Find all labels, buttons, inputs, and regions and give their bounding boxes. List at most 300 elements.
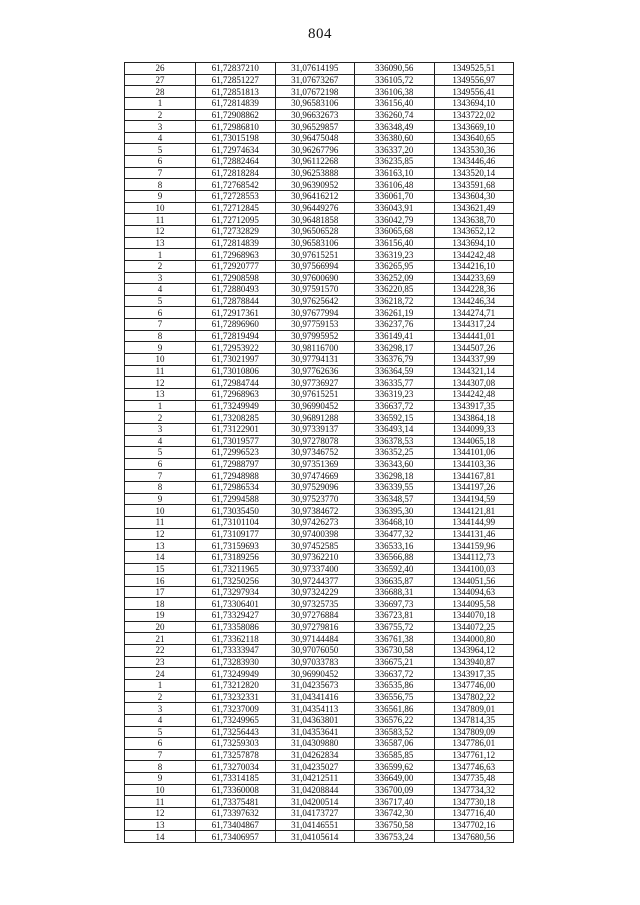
y-coordinate-cell: 1347702,16 xyxy=(434,819,514,831)
x-coordinate-cell: 336649,00 xyxy=(355,773,435,785)
point-number-cell: 12 xyxy=(125,225,196,237)
y-coordinate-cell: 1343694,10 xyxy=(434,237,514,249)
latitude-cell: 61,73189256 xyxy=(196,551,276,563)
longitude-cell: 30,97278078 xyxy=(275,435,355,447)
longitude-cell: 30,96112268 xyxy=(275,156,355,168)
longitude-cell: 30,97384672 xyxy=(275,505,355,517)
y-coordinate-cell: 1344101,06 xyxy=(434,447,514,459)
table-row xyxy=(125,121,514,133)
x-coordinate-cell: 336717,40 xyxy=(355,796,435,808)
x-coordinate-cell: 336566,88 xyxy=(355,551,435,563)
point-number-cell: 21 xyxy=(125,633,196,645)
point-number-cell: 26 xyxy=(125,63,196,75)
point-number-cell: 4 xyxy=(125,714,196,726)
latitude-cell: 61,73237009 xyxy=(196,703,276,715)
point-number-cell: 6 xyxy=(125,156,196,168)
x-coordinate-cell: 336753,24 xyxy=(355,831,435,843)
y-coordinate-cell: 1347730,18 xyxy=(434,796,514,808)
y-coordinate-cell: 1343530,36 xyxy=(434,144,514,156)
table-row xyxy=(125,86,514,98)
x-coordinate-cell: 336106,38 xyxy=(355,86,435,98)
longitude-cell: 30,97339137 xyxy=(275,423,355,435)
latitude-cell: 61,73256443 xyxy=(196,726,276,738)
y-coordinate-cell: 1344051,56 xyxy=(434,575,514,587)
y-coordinate-cell: 1343694,10 xyxy=(434,97,514,109)
point-number-cell: 9 xyxy=(125,773,196,785)
longitude-cell: 31,04235027 xyxy=(275,761,355,773)
longitude-cell: 30,98116700 xyxy=(275,342,355,354)
y-coordinate-cell: 1344246,34 xyxy=(434,295,514,307)
point-number-cell: 10 xyxy=(125,354,196,366)
y-coordinate-cell: 1343940,87 xyxy=(434,656,514,668)
point-number-cell: 1 xyxy=(125,400,196,412)
point-number-cell: 11 xyxy=(125,796,196,808)
latitude-cell: 61,73306401 xyxy=(196,598,276,610)
y-coordinate-cell: 1347814,35 xyxy=(434,714,514,726)
x-coordinate-cell: 336761,38 xyxy=(355,633,435,645)
table-row xyxy=(125,808,514,820)
point-number-cell: 19 xyxy=(125,610,196,622)
point-number-cell: 3 xyxy=(125,703,196,715)
table-row xyxy=(125,272,514,284)
latitude-cell: 61,73159693 xyxy=(196,540,276,552)
x-coordinate-cell: 336583,52 xyxy=(355,726,435,738)
y-coordinate-cell: 1343864,18 xyxy=(434,412,514,424)
latitude-cell: 61,72996523 xyxy=(196,447,276,459)
y-coordinate-cell: 1344317,24 xyxy=(434,319,514,331)
longitude-cell: 31,07614195 xyxy=(275,63,355,75)
longitude-cell: 30,97276884 xyxy=(275,610,355,622)
point-number-cell: 3 xyxy=(125,121,196,133)
y-coordinate-cell: 1347716,40 xyxy=(434,808,514,820)
point-number-cell: 12 xyxy=(125,377,196,389)
x-coordinate-cell: 336298,18 xyxy=(355,470,435,482)
y-coordinate-cell: 1347786,01 xyxy=(434,738,514,750)
page-number: 804 xyxy=(308,26,332,42)
longitude-cell: 30,97452585 xyxy=(275,540,355,552)
longitude-cell: 30,97426273 xyxy=(275,516,355,528)
y-coordinate-cell: 1343722,02 xyxy=(434,109,514,121)
table-row xyxy=(125,74,514,86)
point-number-cell: 17 xyxy=(125,586,196,598)
latitude-cell: 61,72837210 xyxy=(196,63,276,75)
latitude-cell: 61,72994588 xyxy=(196,493,276,505)
latitude-cell: 61,72896960 xyxy=(196,319,276,331)
y-coordinate-cell: 1344095,58 xyxy=(434,598,514,610)
y-coordinate-cell: 1344337,99 xyxy=(434,354,514,366)
point-number-cell: 6 xyxy=(125,307,196,319)
table-row xyxy=(125,202,514,214)
y-coordinate-cell: 1343638,70 xyxy=(434,214,514,226)
x-coordinate-cell: 336635,87 xyxy=(355,575,435,587)
table-row xyxy=(125,447,514,459)
table-row xyxy=(125,563,514,575)
x-coordinate-cell: 336090,56 xyxy=(355,63,435,75)
table-row xyxy=(125,260,514,272)
longitude-cell: 30,97076050 xyxy=(275,645,355,657)
latitude-cell: 61,72968963 xyxy=(196,388,276,400)
point-number-cell: 8 xyxy=(125,482,196,494)
y-coordinate-cell: 1344065,18 xyxy=(434,435,514,447)
latitude-cell: 61,73406957 xyxy=(196,831,276,843)
longitude-cell: 31,04105614 xyxy=(275,831,355,843)
longitude-cell: 30,97033783 xyxy=(275,656,355,668)
point-number-cell: 5 xyxy=(125,144,196,156)
longitude-cell: 30,97337400 xyxy=(275,563,355,575)
x-coordinate-cell: 336352,25 xyxy=(355,447,435,459)
latitude-cell: 61,73249949 xyxy=(196,668,276,680)
latitude-cell: 61,72851227 xyxy=(196,74,276,86)
table-row xyxy=(125,516,514,528)
table-row xyxy=(125,214,514,226)
latitude-cell: 61,72968963 xyxy=(196,249,276,261)
y-coordinate-cell: 1344099,33 xyxy=(434,423,514,435)
y-coordinate-cell: 1347680,56 xyxy=(434,831,514,843)
x-coordinate-cell: 336576,22 xyxy=(355,714,435,726)
x-coordinate-cell: 336535,86 xyxy=(355,679,435,691)
x-coordinate-cell: 336265,95 xyxy=(355,260,435,272)
longitude-cell: 30,97615251 xyxy=(275,249,355,261)
latitude-cell: 61,73122901 xyxy=(196,423,276,435)
x-coordinate-cell: 336156,40 xyxy=(355,237,435,249)
x-coordinate-cell: 336298,17 xyxy=(355,342,435,354)
point-number-cell: 7 xyxy=(125,319,196,331)
longitude-cell: 30,97144484 xyxy=(275,633,355,645)
longitude-cell: 30,97351369 xyxy=(275,458,355,470)
x-coordinate-cell: 336218,72 xyxy=(355,295,435,307)
point-number-cell: 9 xyxy=(125,342,196,354)
y-coordinate-cell: 1343652,12 xyxy=(434,225,514,237)
latitude-cell: 61,73404867 xyxy=(196,819,276,831)
latitude-cell: 61,73035450 xyxy=(196,505,276,517)
x-coordinate-cell: 336468,10 xyxy=(355,516,435,528)
point-number-cell: 15 xyxy=(125,563,196,575)
table-row xyxy=(125,307,514,319)
table-row xyxy=(125,586,514,598)
point-number-cell: 27 xyxy=(125,74,196,86)
x-coordinate-cell: 336730,58 xyxy=(355,645,435,657)
longitude-cell: 30,96529857 xyxy=(275,121,355,133)
x-coordinate-cell: 336156,40 xyxy=(355,97,435,109)
x-coordinate-cell: 336105,72 xyxy=(355,74,435,86)
latitude-cell: 61,73362118 xyxy=(196,633,276,645)
table-row xyxy=(125,365,514,377)
x-coordinate-cell: 336260,74 xyxy=(355,109,435,121)
table-row xyxy=(125,773,514,785)
longitude-cell: 30,97736927 xyxy=(275,377,355,389)
point-number-cell: 14 xyxy=(125,551,196,563)
table-row xyxy=(125,470,514,482)
y-coordinate-cell: 1347746,00 xyxy=(434,679,514,691)
longitude-cell: 30,97566994 xyxy=(275,260,355,272)
x-coordinate-cell: 336343,60 xyxy=(355,458,435,470)
x-coordinate-cell: 336043,91 xyxy=(355,202,435,214)
latitude-cell: 61,73208285 xyxy=(196,412,276,424)
table-row xyxy=(125,482,514,494)
table-row xyxy=(125,412,514,424)
table-row xyxy=(125,63,514,75)
table-row xyxy=(125,540,514,552)
x-coordinate-cell: 336252,09 xyxy=(355,272,435,284)
point-number-cell: 3 xyxy=(125,423,196,435)
table-row xyxy=(125,633,514,645)
x-coordinate-cell: 336556,75 xyxy=(355,691,435,703)
point-number-cell: 11 xyxy=(125,516,196,528)
longitude-cell: 31,07672198 xyxy=(275,86,355,98)
table-row xyxy=(125,388,514,400)
longitude-cell: 31,04363801 xyxy=(275,714,355,726)
x-coordinate-cell: 336319,23 xyxy=(355,388,435,400)
latitude-cell: 61,72732829 xyxy=(196,225,276,237)
latitude-cell: 61,73360008 xyxy=(196,784,276,796)
longitude-cell: 30,97677994 xyxy=(275,307,355,319)
longitude-cell: 31,04353641 xyxy=(275,726,355,738)
longitude-cell: 30,96632673 xyxy=(275,109,355,121)
longitude-cell: 30,97324229 xyxy=(275,586,355,598)
y-coordinate-cell: 1344167,81 xyxy=(434,470,514,482)
point-number-cell: 11 xyxy=(125,365,196,377)
latitude-cell: 61,73297934 xyxy=(196,586,276,598)
table-row xyxy=(125,761,514,773)
latitude-cell: 61,72712095 xyxy=(196,214,276,226)
longitude-cell: 30,97995952 xyxy=(275,330,355,342)
point-number-cell: 16 xyxy=(125,575,196,587)
coordinates-table xyxy=(124,62,514,843)
table-row xyxy=(125,156,514,168)
table-row xyxy=(125,575,514,587)
table-row xyxy=(125,342,514,354)
longitude-cell: 31,04262834 xyxy=(275,749,355,761)
coordinates-table-body xyxy=(125,63,514,843)
point-number-cell: 10 xyxy=(125,505,196,517)
x-coordinate-cell: 336380,60 xyxy=(355,132,435,144)
longitude-cell: 30,96891288 xyxy=(275,412,355,424)
y-coordinate-cell: 1344100,03 xyxy=(434,563,514,575)
x-coordinate-cell: 336376,79 xyxy=(355,354,435,366)
point-number-cell: 13 xyxy=(125,540,196,552)
longitude-cell: 30,97362210 xyxy=(275,551,355,563)
x-coordinate-cell: 336688,31 xyxy=(355,586,435,598)
latitude-cell: 61,72917361 xyxy=(196,307,276,319)
longitude-cell: 31,04341416 xyxy=(275,691,355,703)
latitude-cell: 61,73211965 xyxy=(196,563,276,575)
x-coordinate-cell: 336042,79 xyxy=(355,214,435,226)
point-number-cell: 8 xyxy=(125,179,196,191)
latitude-cell: 61,72712845 xyxy=(196,202,276,214)
longitude-cell: 30,97474669 xyxy=(275,470,355,482)
latitude-cell: 61,72851813 xyxy=(196,86,276,98)
latitude-cell: 61,73232331 xyxy=(196,691,276,703)
latitude-cell: 61,73375481 xyxy=(196,796,276,808)
x-coordinate-cell: 336106,48 xyxy=(355,179,435,191)
point-number-cell: 11 xyxy=(125,214,196,226)
latitude-cell: 61,72814839 xyxy=(196,97,276,109)
latitude-cell: 61,72948988 xyxy=(196,470,276,482)
x-coordinate-cell: 336348,57 xyxy=(355,493,435,505)
y-coordinate-cell: 1349525,51 xyxy=(434,63,514,75)
point-number-cell: 4 xyxy=(125,435,196,447)
point-number-cell: 5 xyxy=(125,447,196,459)
y-coordinate-cell: 1344307,08 xyxy=(434,377,514,389)
y-coordinate-cell: 1344144,99 xyxy=(434,516,514,528)
table-row xyxy=(125,819,514,831)
latitude-cell: 61,73397632 xyxy=(196,808,276,820)
table-row xyxy=(125,551,514,563)
y-coordinate-cell: 1347746,63 xyxy=(434,761,514,773)
y-coordinate-cell: 1344094,63 xyxy=(434,586,514,598)
point-number-cell: 14 xyxy=(125,831,196,843)
table-row xyxy=(125,249,514,261)
longitude-cell: 30,97625642 xyxy=(275,295,355,307)
y-coordinate-cell: 1343446,46 xyxy=(434,156,514,168)
point-number-cell: 9 xyxy=(125,493,196,505)
y-coordinate-cell: 1344242,48 xyxy=(434,388,514,400)
longitude-cell: 30,97400398 xyxy=(275,528,355,540)
longitude-cell: 30,97762636 xyxy=(275,365,355,377)
table-row xyxy=(125,435,514,447)
x-coordinate-cell: 336493,14 xyxy=(355,423,435,435)
table-row xyxy=(125,319,514,331)
latitude-cell: 61,72986534 xyxy=(196,482,276,494)
y-coordinate-cell: 1343604,30 xyxy=(434,191,514,203)
point-number-cell: 6 xyxy=(125,738,196,750)
table-row xyxy=(125,377,514,389)
latitude-cell: 61,72908862 xyxy=(196,109,276,121)
latitude-cell: 61,73329427 xyxy=(196,610,276,622)
point-number-cell: 2 xyxy=(125,109,196,121)
latitude-cell: 61,72880493 xyxy=(196,284,276,296)
point-number-cell: 23 xyxy=(125,656,196,668)
longitude-cell: 30,97279816 xyxy=(275,621,355,633)
longitude-cell: 30,96583106 xyxy=(275,237,355,249)
table-row xyxy=(125,610,514,622)
y-coordinate-cell: 1347809,01 xyxy=(434,703,514,715)
y-coordinate-cell: 1347802,22 xyxy=(434,691,514,703)
longitude-cell: 30,97759153 xyxy=(275,319,355,331)
longitude-cell: 30,97615251 xyxy=(275,388,355,400)
table-row xyxy=(125,703,514,715)
point-number-cell: 10 xyxy=(125,202,196,214)
latitude-cell: 61,73257878 xyxy=(196,749,276,761)
x-coordinate-cell: 336750,58 xyxy=(355,819,435,831)
y-coordinate-cell: 1344131,46 xyxy=(434,528,514,540)
latitude-cell: 61,72819494 xyxy=(196,330,276,342)
latitude-cell: 61,73314185 xyxy=(196,773,276,785)
latitude-cell: 61,73249949 xyxy=(196,400,276,412)
point-number-cell: 8 xyxy=(125,330,196,342)
table-row xyxy=(125,621,514,633)
latitude-cell: 61,72728553 xyxy=(196,191,276,203)
x-coordinate-cell: 336061,70 xyxy=(355,191,435,203)
table-row xyxy=(125,796,514,808)
point-number-cell: 9 xyxy=(125,191,196,203)
point-number-cell: 13 xyxy=(125,388,196,400)
table-row xyxy=(125,493,514,505)
longitude-cell: 30,97325735 xyxy=(275,598,355,610)
table-row xyxy=(125,354,514,366)
point-number-cell: 22 xyxy=(125,645,196,657)
point-number-cell: 7 xyxy=(125,749,196,761)
y-coordinate-cell: 1344228,36 xyxy=(434,284,514,296)
longitude-cell: 30,97346752 xyxy=(275,447,355,459)
x-coordinate-cell: 336335,77 xyxy=(355,377,435,389)
latitude-cell: 61,72768542 xyxy=(196,179,276,191)
table-row xyxy=(125,330,514,342)
y-coordinate-cell: 1344197,26 xyxy=(434,482,514,494)
point-number-cell: 8 xyxy=(125,761,196,773)
point-number-cell: 4 xyxy=(125,284,196,296)
table-row xyxy=(125,144,514,156)
longitude-cell: 30,96253888 xyxy=(275,167,355,179)
y-coordinate-cell: 1344103,36 xyxy=(434,458,514,470)
point-number-cell: 1 xyxy=(125,249,196,261)
longitude-cell: 30,97591570 xyxy=(275,284,355,296)
longitude-cell: 31,07673267 xyxy=(275,74,355,86)
longitude-cell: 30,96416212 xyxy=(275,191,355,203)
longitude-cell: 30,96990452 xyxy=(275,668,355,680)
table-row xyxy=(125,179,514,191)
y-coordinate-cell: 1344121,81 xyxy=(434,505,514,517)
point-number-cell: 3 xyxy=(125,272,196,284)
longitude-cell: 30,96583106 xyxy=(275,97,355,109)
longitude-cell: 31,04200514 xyxy=(275,796,355,808)
latitude-cell: 61,72988797 xyxy=(196,458,276,470)
point-number-cell: 18 xyxy=(125,598,196,610)
longitude-cell: 30,97794131 xyxy=(275,354,355,366)
table-row xyxy=(125,423,514,435)
x-coordinate-cell: 336637,72 xyxy=(355,668,435,680)
table-row xyxy=(125,132,514,144)
point-number-cell: 1 xyxy=(125,97,196,109)
latitude-cell: 61,73333947 xyxy=(196,645,276,657)
x-coordinate-cell: 336592,15 xyxy=(355,412,435,424)
table-row xyxy=(125,831,514,843)
latitude-cell: 61,73019577 xyxy=(196,435,276,447)
longitude-cell: 30,97523770 xyxy=(275,493,355,505)
x-coordinate-cell: 336561,86 xyxy=(355,703,435,715)
longitude-cell: 30,96990452 xyxy=(275,400,355,412)
latitude-cell: 61,72882464 xyxy=(196,156,276,168)
latitude-cell: 61,72953922 xyxy=(196,342,276,354)
x-coordinate-cell: 336755,72 xyxy=(355,621,435,633)
x-coordinate-cell: 336348,49 xyxy=(355,121,435,133)
table-row xyxy=(125,738,514,750)
x-coordinate-cell: 336395,30 xyxy=(355,505,435,517)
y-coordinate-cell: 1347761,12 xyxy=(434,749,514,761)
y-coordinate-cell: 1344000,80 xyxy=(434,633,514,645)
latitude-cell: 61,72986810 xyxy=(196,121,276,133)
y-coordinate-cell: 1349556,41 xyxy=(434,86,514,98)
table-row xyxy=(125,191,514,203)
y-coordinate-cell: 1343917,35 xyxy=(434,668,514,680)
table-row xyxy=(125,714,514,726)
y-coordinate-cell: 1344112,73 xyxy=(434,551,514,563)
point-number-cell: 5 xyxy=(125,295,196,307)
table-row xyxy=(125,679,514,691)
y-coordinate-cell: 1344070,18 xyxy=(434,610,514,622)
point-number-cell: 28 xyxy=(125,86,196,98)
table-row xyxy=(125,109,514,121)
point-number-cell: 2 xyxy=(125,691,196,703)
point-number-cell: 12 xyxy=(125,528,196,540)
y-coordinate-cell: 1344194,59 xyxy=(434,493,514,505)
x-coordinate-cell: 336235,85 xyxy=(355,156,435,168)
latitude-cell: 61,72818284 xyxy=(196,167,276,179)
table-row xyxy=(125,691,514,703)
latitude-cell: 61,73109177 xyxy=(196,528,276,540)
longitude-cell: 30,96481858 xyxy=(275,214,355,226)
x-coordinate-cell: 336319,23 xyxy=(355,249,435,261)
